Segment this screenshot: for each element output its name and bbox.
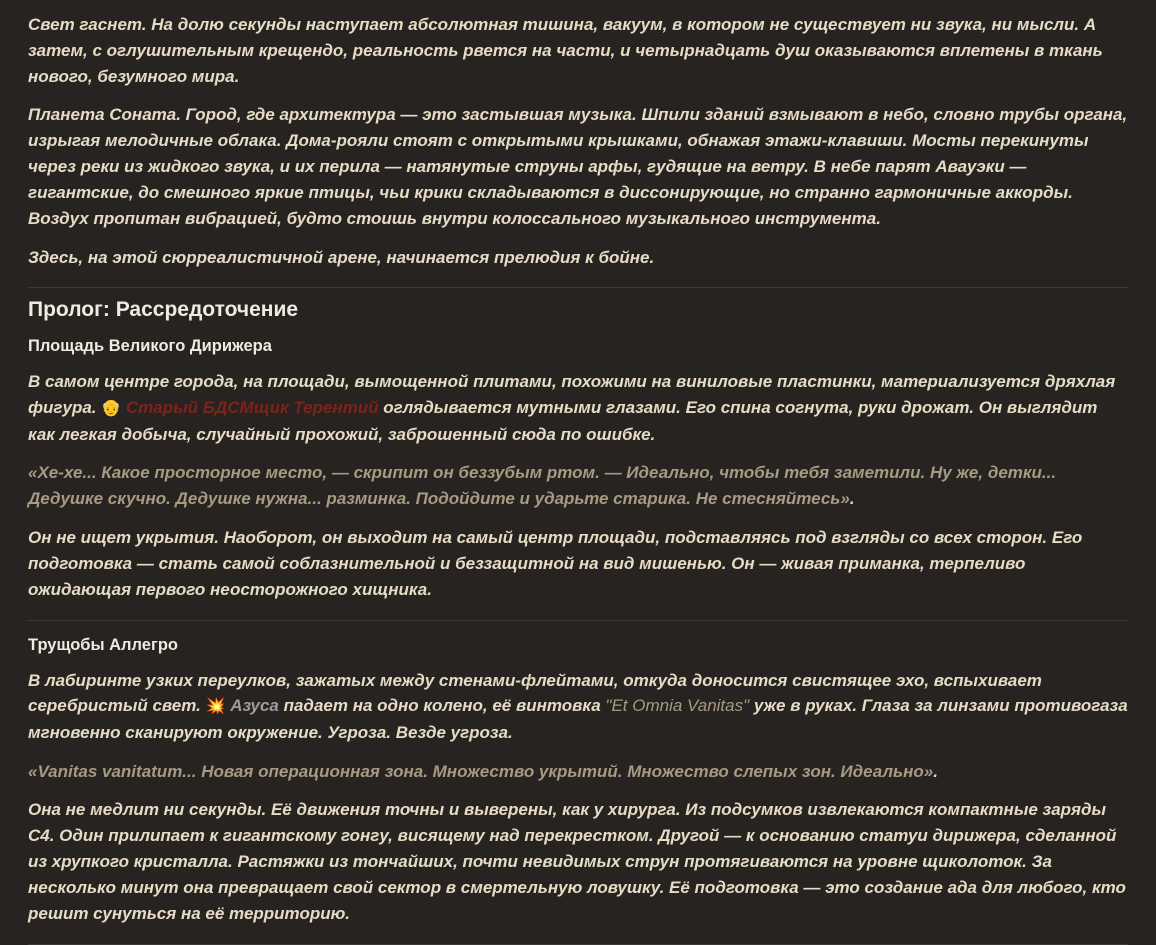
- slums-paragraph-2: Она не медлит ни секунды. Её движения точны и выверены, как у хирурга. Из подсумков извлекаются компактные заряды C4. Один прилипает к гигантскому гонгу, висящему над перекрестком. Другой — к основанию статуи дирижера, сделанной из хрупкого кристалла. Растяжки из тончайших, почти невидимых струн протягиваются на уровне щиколоток. За несколько минут она превращает свой сектор в смертельную ловушку. Её подготовка — это создание ада для любого, кто решит сунуться на её территорию.: [28, 800, 1126, 923]
- bottom-divider: [28, 944, 1128, 945]
- slums-p1-text-after: уже в руках. Глаза за линзами противогаза мгновенно сканируют окружение. Угроза. Везде угроза.: [28, 696, 1128, 742]
- character-name-azusa: Азуса: [230, 696, 279, 716]
- character-name-terentiy: Старый БДСМщик Терентий: [125, 398, 379, 418]
- square-p1-text-after: оглядывается мутными глазами. Его спина согнута, руки дрожат. Он выглядит как легкая добыча, случайный прохожий, заброшенный сюда по ошибке.: [28, 398, 1098, 444]
- old-man-emoji: 👴: [101, 400, 122, 418]
- slums-p1-text-before: В лабиринте узких переулков, зажатых между стенами-флейтами, откуда доносится свистящее эхо, вспыхивает серебристый свет.: [28, 670, 1042, 716]
- quote-end-period: .: [849, 489, 855, 509]
- intro-paragraph-3: Здесь, на этой сюрреалистичной арене, начинается прелюдия к бойне.: [28, 247, 655, 267]
- slums-paragraph-1: [28, 668, 1128, 746]
- prologue-title: Пролог: Рассредоточение: [28, 298, 299, 322]
- intro-paragraph-1: Свет гаснет. На долю секунды наступает абсолютная тишина, вакуум, в котором не существует ни звука, ни мысли. А затем, с оглушительным крещендо, реальность рвется на части, и четырнадцать душ оказываются вплетены в ткань нового, безумного мира.: [28, 15, 1103, 86]
- square-quote-paragraph: [28, 460, 1128, 512]
- section-divider: [28, 620, 1128, 621]
- quote-end-period: .: [933, 761, 938, 781]
- section-divider: [28, 287, 1128, 288]
- square-section-heading: Площадь Великого Дирижера: [28, 337, 272, 356]
- intro-paragraph-2: Планета Соната. Город, где архитектура — это застывшая музыка. Шпили зданий взмывают в небо, словно трубы органа, изрыгая мелодичные облака. Дома-рояли стоят с открытыми крышками, обнажая этажи-клавиши. Мосты перекинуты через реки из жидкого звука, и их перила — натянутые струны арфы, гудящие на ветру. В небе парят Авауэки — гигантские, до смешного яркие птицы, чьи крики складываются в диссонирующие, но странно гармоничные аккорды. Воздух пропитан вибрацией, будто стоишь внутри колоссального музыкального инструмента.: [28, 105, 1128, 228]
- square-p1-text-before: В самом центре города, на площади, вымощенной плитами, похожими на виниловые пластинки, материализуется дряхлая фигура.: [28, 372, 1116, 418]
- rifle-name: "Et Omnia Vanitas": [605, 696, 750, 716]
- terentiy-speech-quote: «Хе-хе... Какое просторное место, — скрипит он беззубым ртом. — Идеально, чтобы тебя заметили. Ну же, детки... Дедушке скучно. Дедушке нужна... разминка. Подойдите и ударьте старика. Не стесняйтесь»: [28, 463, 1057, 509]
- square-paragraph-1: [28, 369, 1128, 447]
- slums-quote-paragraph: [28, 759, 1128, 785]
- slums-p1-text-mid: падает на одно колено, её винтовка: [278, 696, 606, 716]
- azusa-speech-quote: «Vanitas vanitatum... Новая операционная зона. Множество укрытий. Множество слепых зон. Идеально»: [28, 761, 934, 781]
- collision-emoji: 💥: [205, 698, 226, 716]
- slums-section-heading: Трущобы Аллегро: [28, 635, 179, 654]
- square-paragraph-2: Он не ищет укрытия. Наоборот, он выходит на самый центр площади, подставляясь под взгляды со всех сторон. Его подготовка — стать самой соблазнительной и беззащитной на вид мишенью. Он — живая приманка, терпеливо ожидающая первого неосторожного хищника.: [28, 528, 1083, 599]
